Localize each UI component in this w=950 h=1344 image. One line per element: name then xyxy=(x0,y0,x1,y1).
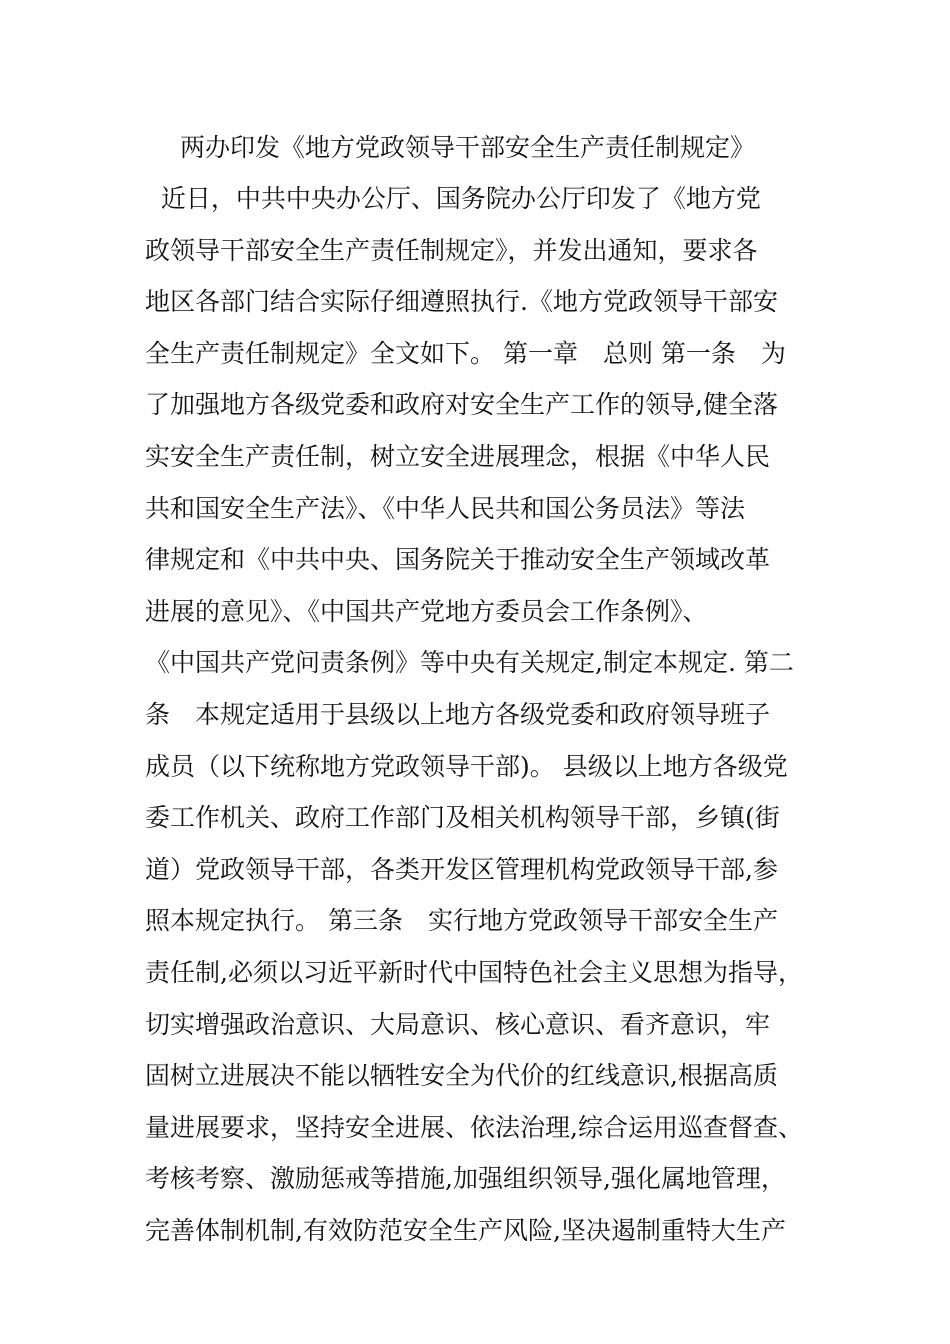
body-text-line: 考核考察、激励惩戒等措施,加强组织领导,强化属地管理， xyxy=(145,1164,786,1194)
body-text-line: 条 本规定适用于县级以上地方各级党委和政府领导班子 xyxy=(145,699,771,729)
body-text-line: 了加强地方各级党委和政府对安全生产工作的领导,健全落 xyxy=(145,390,778,420)
body-text-line: 实安全生产责任制，树立安全进展理念，根据《中华人民 xyxy=(145,441,771,471)
document-title: 两办印发《地方党政领导干部安全生产责任制规定》 xyxy=(180,133,756,162)
body-text-line: 固树立进展决不能以牺牲安全为代价的红线意识,根据高质 xyxy=(145,1061,778,1091)
body-text-line: 《中国共产党问责条例》等中央有关规定,制定本规定. 第二 xyxy=(145,648,794,678)
body-text-line: 律规定和《中共中央、国务院关于推动安全生产领域改革 xyxy=(145,545,771,575)
document-body xyxy=(145,182,805,1265)
body-text-line: 近日，中共中央办公厅、国务院办公厅印发了《地方党 xyxy=(145,184,761,213)
body-text-line: 共和国安全生产法》、《中华人民共和国公务员法》等法 xyxy=(145,493,746,523)
body-text-line: 责任制,必须以习近平新时代中国特色社会主义思想为指导， xyxy=(145,957,803,987)
body-text-line: 地区各部门结合实际仔细遵照执行.《地方党政领导干部安 xyxy=(145,287,778,317)
body-text-line: 进展的意见》、《中国共产党地方委员会工作条例》、 xyxy=(145,596,708,626)
body-text-line: 成员（以下统称地方党政领导干部)。 县级以上地方各级党 xyxy=(145,751,788,781)
body-text-line: 全生产责任制规定》全文如下。 第一章 总则 第一条 为 xyxy=(145,338,786,368)
body-text-line: 量进展要求，坚持安全进展、依法治理,综合运用巡查督查、 xyxy=(145,1112,803,1142)
body-text-line: 道）党政领导干部，各类开发区管理机构党政领导干部,参 xyxy=(145,854,778,884)
body-text-line: 切实增强政治意识、大局意识、核心意识、看齐意识，牢 xyxy=(145,1009,771,1039)
body-text-line: 委工作机关、政府工作部门及相关机构领导干部，乡镇(街 xyxy=(145,803,780,833)
body-text-line: 完善体制机制,有效防范安全生产风险,坚决遏制重特大生产 xyxy=(145,1215,786,1245)
body-text-line: 照本规定执行。 第三条 实行地方党政领导干部安全生产 xyxy=(145,906,778,936)
body-text-line: 政领导干部安全生产责任制规定》，并发出通知，要求各 xyxy=(145,235,758,265)
